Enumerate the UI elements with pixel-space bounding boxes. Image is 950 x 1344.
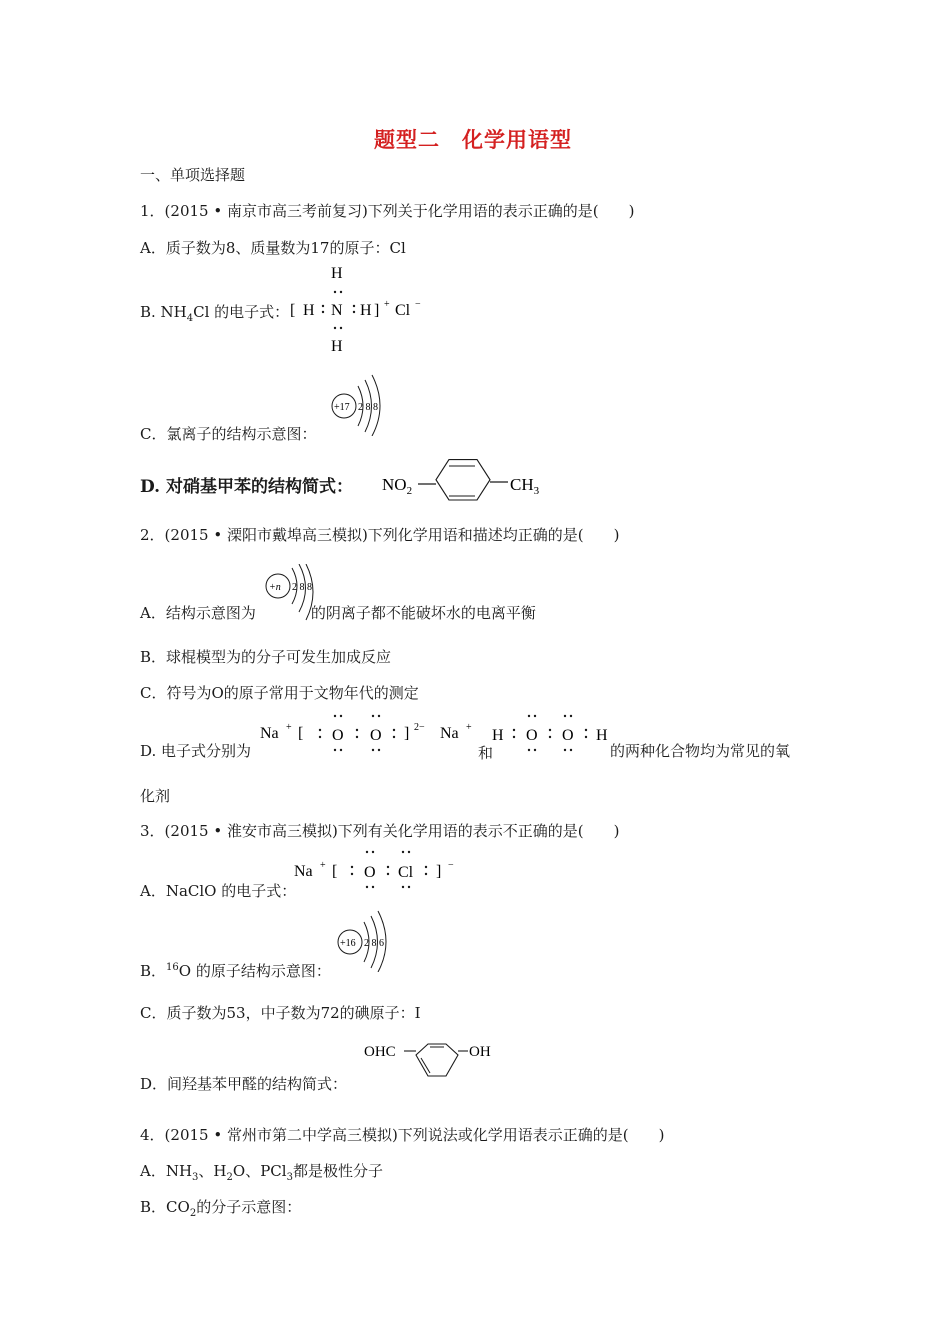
- electron-dots: [351, 851, 427, 888]
- oxygen: O: [364, 864, 376, 881]
- shell-electrons: 2 8 8: [292, 582, 312, 593]
- no2-group: $NO_2$: [382, 475, 413, 497]
- section-heading: 一、单项选择题: [140, 166, 246, 184]
- shell-electrons: 2 8 8: [358, 402, 378, 413]
- q2-a-prefix: A．结构示意图为: [140, 604, 256, 622]
- q4-a-part: 都是极性分子: [292, 1162, 383, 1180]
- nh4cl-electron-formula: [288, 262, 438, 358]
- naclo-electron-formula: [292, 846, 464, 892]
- q1-b-prefix: B. NH: [140, 303, 187, 321]
- formula-minus: −: [415, 299, 421, 310]
- electron-dots: [319, 715, 395, 751]
- q2-option-d-mid: 和: [478, 744, 494, 762]
- q3-option-a: A．NaClO 的电子式：: [140, 882, 297, 900]
- chlorine: Cl: [398, 864, 414, 881]
- q3-option-b: [140, 960, 331, 981]
- bracket-open: [: [332, 863, 338, 880]
- q4-a-sub: 3: [286, 1172, 293, 1183]
- formula-bracket-open: [: [290, 302, 296, 319]
- bracket-close: ]: [404, 725, 410, 742]
- bracket-close: ]: [436, 863, 442, 880]
- q1-option-a: A．质子数为8、质量数为17的原子：Cl: [140, 239, 406, 257]
- q4-b-part: 的分子示意图：: [196, 1198, 302, 1216]
- na-charge: +: [286, 722, 292, 733]
- q1-b-sub: 4: [186, 313, 194, 324]
- cho-group: OHC: [364, 1044, 396, 1060]
- na2o2-electron-formula: [258, 710, 480, 756]
- oh-group: OH: [469, 1044, 491, 1060]
- na-symbol: Na: [260, 725, 279, 742]
- na-symbol-2: Na: [440, 725, 459, 742]
- nucleus-label: +16: [340, 938, 356, 949]
- nucleus-label: +17: [334, 402, 350, 413]
- q2-stem: 2．(2015 • 溧阳市戴埠高三模拟)下列化学用语和描述均正确的是( ): [140, 526, 620, 544]
- formula-h-right: H: [360, 302, 372, 319]
- q3-option-c: C．质子数为53，中子数为72的碘原子：I: [140, 1004, 421, 1022]
- formula-h-bottom: H: [331, 338, 343, 355]
- anion-structure-diagram: [262, 564, 332, 624]
- q1-option-d: D. 对硝基甲苯的结构简式：: [140, 477, 353, 497]
- nucleus-label: +n: [269, 582, 281, 593]
- q2-a-suffix: 的阴离子都不能破坏水的电离平衡: [310, 604, 536, 622]
- formula-n: N: [331, 302, 343, 319]
- oxygen-2: O: [562, 727, 574, 744]
- na-charge-2: +: [466, 722, 472, 733]
- q3-b-sup: 16: [166, 962, 179, 973]
- q4-option-a: [140, 1160, 383, 1183]
- q1-option-c: C．氯离子的结构示意图：: [140, 425, 317, 443]
- q4-option-b: [140, 1196, 301, 1219]
- peroxide-charge: 2−: [414, 722, 425, 733]
- oxygen-1: O: [332, 727, 344, 744]
- q3-stem: 3．(2015 • 淮安市高三模拟)下列有关化学用语的表示不正确的是( ): [140, 822, 620, 840]
- q2-option-d-prefix: D. 电子式分别为: [140, 742, 252, 760]
- q4-a-part: 、H: [198, 1162, 227, 1180]
- formula-bracket-close: ]: [374, 302, 380, 319]
- formula-h-top: H: [331, 265, 343, 282]
- hydrogen-1: H: [492, 727, 504, 744]
- shell-electrons: 2 8 6: [364, 938, 384, 949]
- q2-option-b: B．球棍模型为的分子可发生加成反应: [140, 648, 392, 666]
- q4-stem: 4．(2015 • 常州市第二中学高三模拟)下列说法或化学用语表示正确的是( ): [140, 1126, 665, 1144]
- q4-b-part: B．CO: [140, 1198, 190, 1216]
- q4-a-sub: 3: [192, 1172, 199, 1183]
- q4-b-sub: 2: [189, 1208, 197, 1219]
- q3-b-prefix: B．: [140, 962, 167, 980]
- electron-dots: [513, 715, 587, 751]
- bracket-open: [: [298, 725, 304, 742]
- m-hydroxybenzaldehyde-structure: [364, 1036, 504, 1092]
- q3-b-suffix: O 的原子结构示意图：: [178, 962, 331, 980]
- na-charge: +: [320, 860, 326, 871]
- q4-a-part: O、PCl: [232, 1162, 287, 1180]
- q2-option-a: [140, 602, 536, 623]
- q4-a-sub: 2: [226, 1172, 233, 1183]
- q2-option-d-wrap: 化剂: [140, 787, 171, 805]
- p-nitrotoluene-structure: [380, 456, 560, 504]
- ch3-group: $CH_3$: [510, 475, 540, 497]
- oxygen-2: O: [370, 727, 382, 744]
- q3-option-d: D．间羟基苯甲醛的结构简式：: [140, 1075, 348, 1093]
- formula-cl: Cl: [395, 302, 411, 319]
- oxygen-1: O: [526, 727, 538, 744]
- q2-option-d-suffix: 的两种化合物均为常见的氧: [610, 742, 791, 760]
- oxygen-structure-diagram: [334, 908, 404, 972]
- q1-option-b: [140, 301, 289, 324]
- q2-option-c: C．符号为O的原子常用于文物年代的测定: [140, 684, 419, 702]
- hydrogen-2: H: [596, 727, 608, 744]
- formula-plus: +: [384, 299, 390, 310]
- formula-h-left: H: [303, 302, 315, 319]
- h2o2-electron-formula: [490, 710, 610, 756]
- page-title: 题型二 化学用语型: [374, 128, 572, 152]
- chloride-structure-diagram: [328, 372, 398, 436]
- q1-b-suffix: Cl 的电子式：: [193, 303, 290, 321]
- na-symbol: Na: [294, 863, 313, 880]
- q4-a-part: A．NH: [140, 1162, 193, 1180]
- hypochlorite-charge: −: [448, 860, 454, 871]
- q1-stem: 1．(2015 • 南京市高三考前复习)下列关于化学用语的表示正确的是( ): [140, 202, 635, 220]
